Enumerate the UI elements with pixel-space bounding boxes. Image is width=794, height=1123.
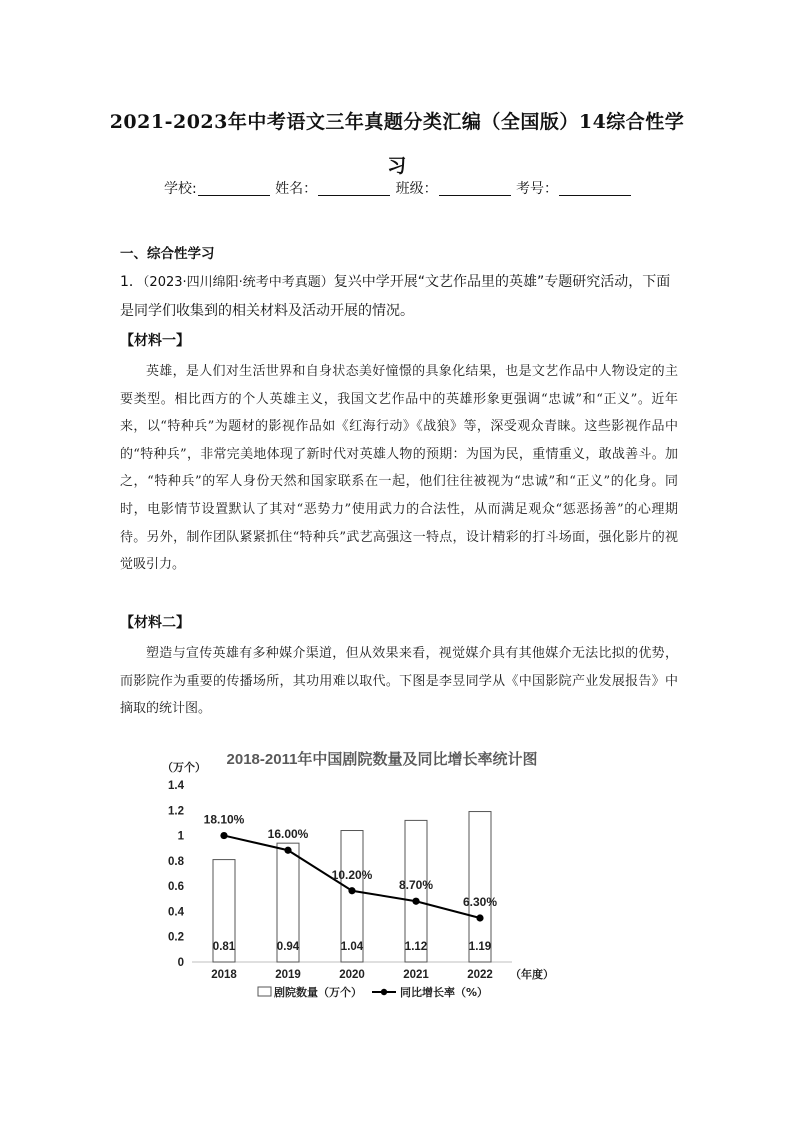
material-1-passage: 英雄，是人们对生活世界和自身状态美好憧憬的具象化结果，也是文艺作品中人物设定的主要类型。相比西方的个人英雄主义，我国文艺作品中的英雄形象更强调“忠诚”和“正义”。近年来，以“特种兵”为题材的影视作品如《红海行动》《战狼》等，深受观众青睐。这些影视作品中的“特种兵”，非常完美地体现了新时代对英雄人物的预期：为国为民，重情重义，敢战善斗。加之，“特种兵”的军人身份天然和国家联系在一起，他们往往被视为“忠诚”和“正义”的化身。同时，电影情节设置默认了其对“恶势力”使用武力的合法性，从而满足观众“惩恶扬善”的心理期待。另外，制作团队紧紧抓住“特种兵”武艺高强这一特点，设计精彩的打斗场面，强化影片的视觉吸引力。: [120, 364, 678, 573]
name-label: 姓名：: [275, 181, 318, 197]
material-2-passage: 塑造与宣传英雄有多种媒介渠道，但从效果来看，视觉媒介具有其他媒介无法比拟的优势，而影院作为重要的传播场所，其功用难以取代。下图是李昱同学从《中国影院产业发展报告》中摘取的统计图。: [120, 646, 678, 717]
growth-rate-label: 18.10%: [203, 812, 245, 827]
y-tick-label: 1: [177, 830, 184, 843]
bar: [469, 812, 491, 962]
y-tick-label: 0.4: [168, 906, 184, 919]
y-tick-label: 1.4: [168, 780, 184, 792]
bar-value-label: 1.12: [404, 941, 428, 953]
x-tick-label: 2022: [467, 969, 493, 981]
growth-rate-label: 16.00%: [267, 827, 309, 842]
theater-chart: [150, 740, 570, 1010]
bar-value-label: 0.81: [212, 941, 236, 953]
x-tick-label: 2018: [211, 969, 237, 981]
question-text: 复兴中学开展“文艺作品里的英雄”专题研究活动，下面是同学们收集到的相关材料及活动开展的情况。: [120, 274, 671, 319]
x-tick-label: 2019: [275, 969, 301, 981]
bar-value-label: 1.04: [340, 941, 364, 953]
question-intro: [120, 268, 676, 325]
growth-rate-label: 10.20%: [331, 867, 373, 882]
y-tick-label: 0.2: [168, 931, 184, 944]
growth-rate-point: [412, 898, 419, 905]
y-tick-label: 0.8: [168, 855, 184, 868]
exam-number-blank[interactable]: [559, 182, 631, 196]
school-blank[interactable]: [198, 182, 270, 196]
growth-rate-point: [476, 914, 483, 921]
growth-rate-point: [220, 832, 227, 839]
student-info-line: [0, 178, 794, 198]
growth-rate-label: 8.70%: [398, 878, 434, 893]
legend-line-marker: [381, 989, 387, 995]
question-source: （2023·四川绵阳·统考中考真题）: [142, 275, 334, 290]
section-heading: 一、综合性学习: [120, 246, 215, 262]
legend-bar-swatch: [258, 987, 271, 996]
y-tick-label: 0.6: [168, 881, 184, 894]
exam-number-label: 考号：: [516, 181, 559, 197]
bar-value-label: 0.94: [276, 941, 300, 953]
x-tick-label: 2020: [339, 969, 365, 981]
chart-x-axis-label: （年度）: [510, 968, 554, 981]
chart-title: 2018-2011年中国剧院数量及同比增长率统计图: [226, 751, 538, 768]
bar-value-label: 1.19: [468, 941, 492, 953]
y-tick-label: 0: [177, 957, 184, 969]
document-title: 2021-2023年中考语文三年真题分类汇编（全国版）14综合性学习: [109, 111, 685, 177]
chart-container: [150, 740, 570, 1010]
legend-bar-label: 剧院数量（万个）: [274, 986, 362, 999]
growth-rate-point: [284, 847, 291, 854]
y-tick-label: 1.2: [168, 805, 184, 818]
material-1-title: 【材料一】: [120, 333, 190, 349]
growth-rate-point: [348, 887, 355, 894]
school-label: 学校:: [163, 181, 197, 197]
question-number: 1．: [120, 274, 143, 290]
x-tick-label: 2021: [403, 969, 429, 981]
growth-rate-label: 6.30%: [462, 894, 498, 909]
material-2-title: 【材料二】: [120, 615, 190, 631]
chart-y-axis-label: （万个）: [162, 761, 206, 774]
legend-line-label: 同比增长率（%）: [400, 986, 489, 999]
class-label: 班级：: [395, 181, 438, 197]
name-blank[interactable]: [318, 182, 390, 196]
class-blank[interactable]: [439, 182, 511, 196]
